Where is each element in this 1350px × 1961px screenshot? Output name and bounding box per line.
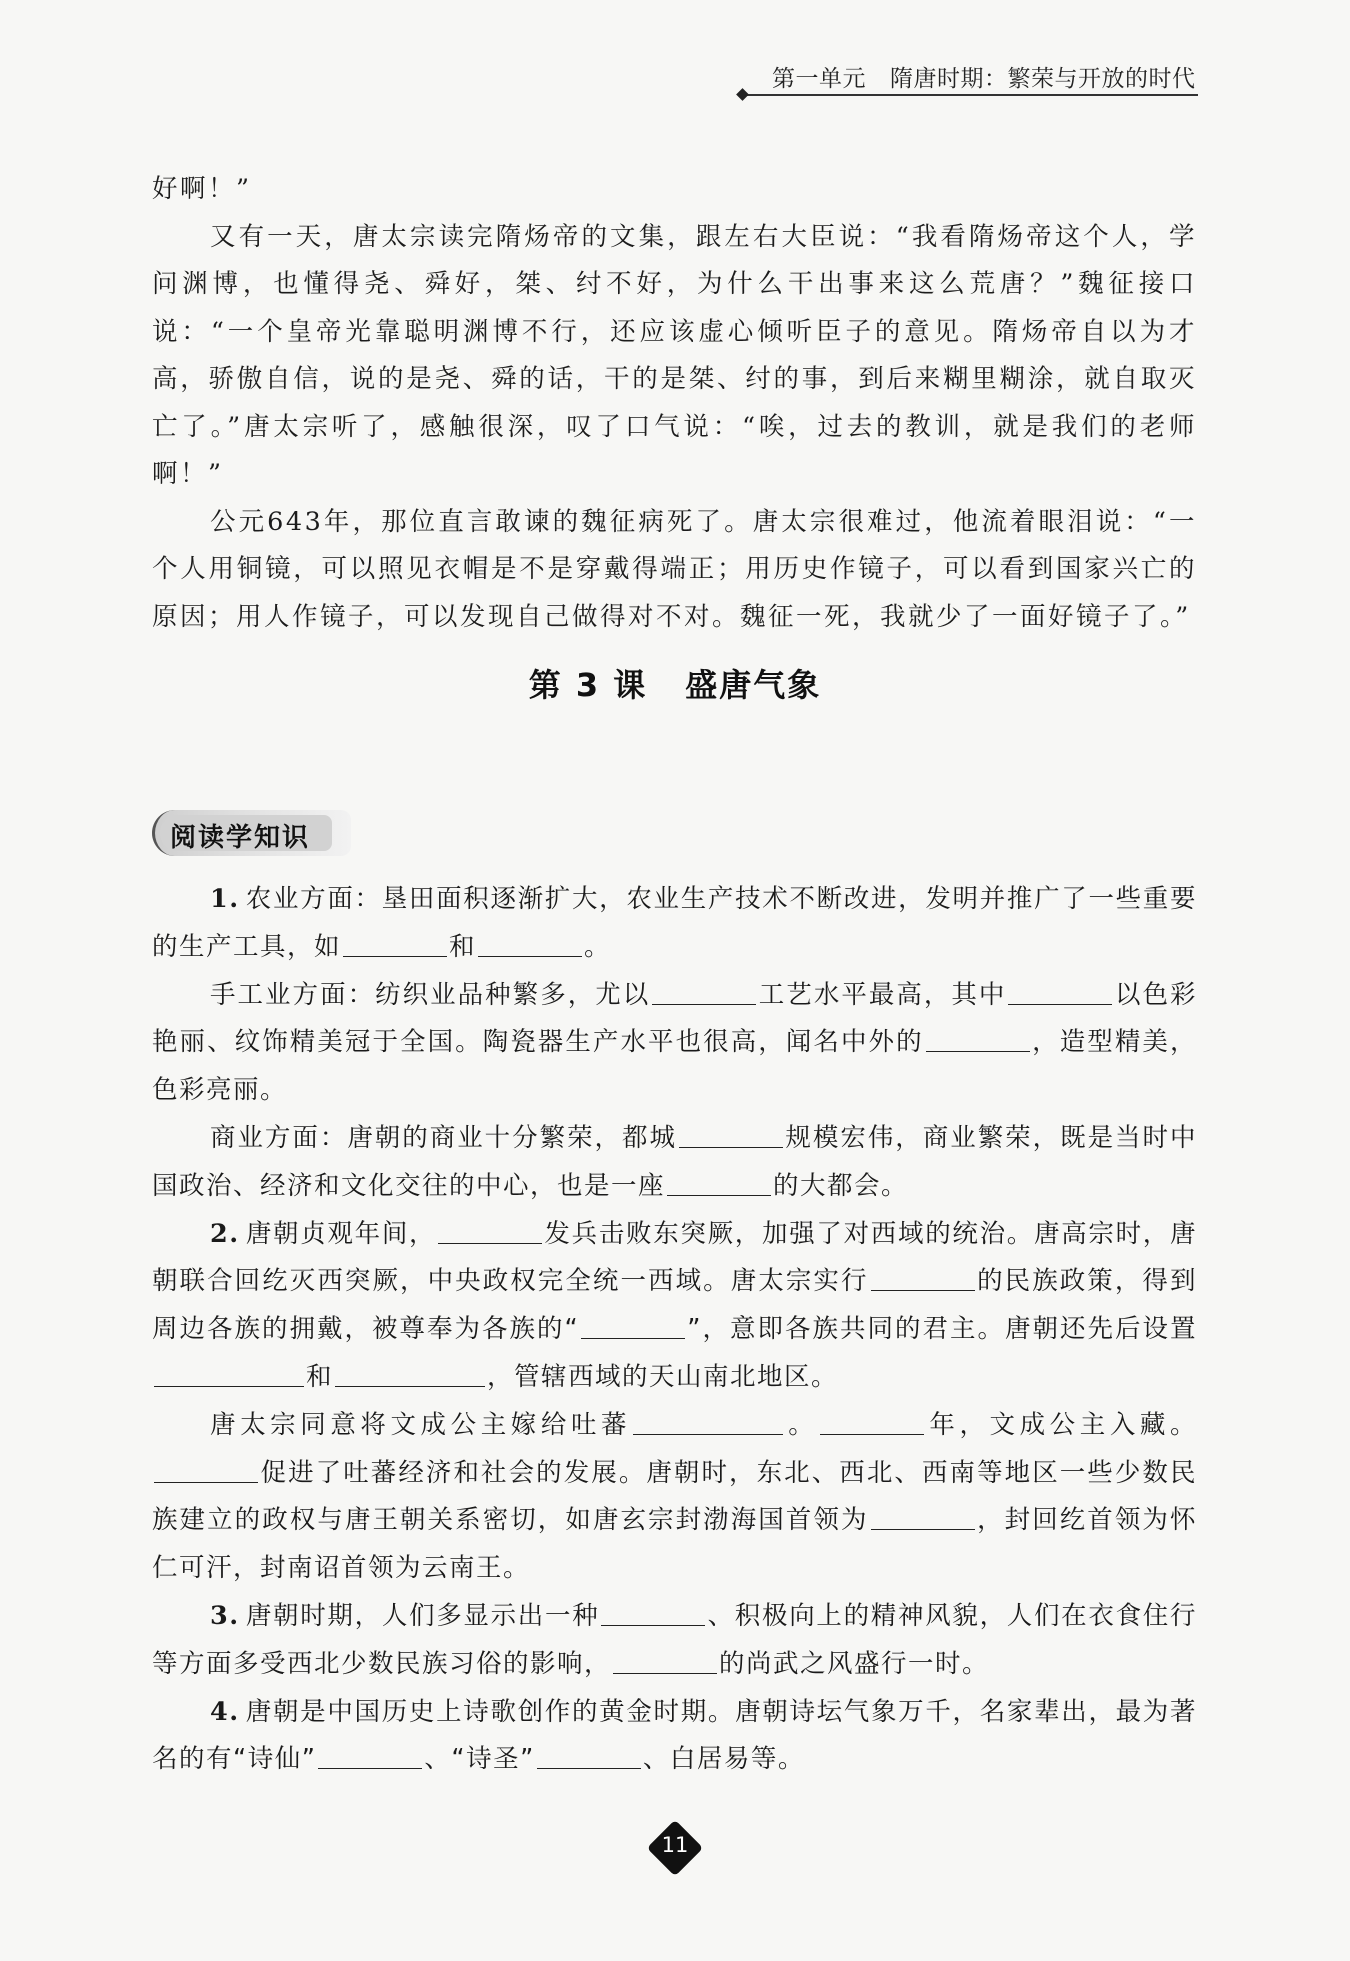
question-text: 商业方面：唐朝的商业十分繁荣，都城 bbox=[210, 1122, 677, 1153]
question-text: 。 bbox=[785, 1409, 819, 1440]
story-text bbox=[152, 166, 1197, 641]
question-text: 唐朝是中国历史上诗歌创作的黄金时期。唐朝诗坛气象万千，名家辈出，最为著名的有“诗仙” bbox=[152, 1696, 1197, 1775]
question-text: 的大都会。 bbox=[773, 1170, 909, 1201]
question-number: 4. bbox=[210, 1696, 240, 1727]
section-badge bbox=[152, 810, 348, 856]
answer-blank[interactable] bbox=[652, 978, 756, 1005]
answer-blank[interactable] bbox=[601, 1599, 705, 1626]
section-badge-label: 阅读学知识 bbox=[170, 823, 311, 853]
question-text: 、积极向上的精神风貌，人们在衣食住行等方面多受西北少数民族习俗的影响， bbox=[152, 1600, 1197, 1679]
answer-blank[interactable] bbox=[633, 1408, 783, 1435]
question-text: 规模宏伟，商业繁荣，既是当时中国政治、经济和文化交往的中心，也是一座 bbox=[152, 1122, 1197, 1201]
answer-blank[interactable] bbox=[343, 930, 447, 957]
lesson-title bbox=[0, 660, 1350, 706]
question-text: 、白居易等。 bbox=[642, 1744, 805, 1775]
question-text: ，封回纥首领为怀仁可汗，封南诏首领为云南王。 bbox=[152, 1505, 1197, 1584]
header-diamond-icon bbox=[736, 88, 749, 101]
answer-blank[interactable] bbox=[1008, 978, 1112, 1005]
question-number: 3. bbox=[210, 1600, 240, 1631]
answer-blank[interactable] bbox=[478, 930, 582, 957]
question-1 bbox=[152, 876, 1197, 972]
answer-blank[interactable] bbox=[537, 1742, 641, 1769]
question-text: 和 bbox=[306, 1361, 334, 1392]
question-text: 手工业方面：纺织业品种繁多，尤以 bbox=[210, 979, 651, 1010]
answer-blank[interactable] bbox=[318, 1742, 422, 1769]
question-text: 、“诗圣” bbox=[424, 1744, 535, 1775]
question-text: ”，意即各族共同的君主。唐朝还先后设置 bbox=[687, 1314, 1197, 1345]
question-text: 唐朝贞观年间， bbox=[245, 1218, 437, 1249]
running-header bbox=[738, 58, 1198, 100]
question-text: 唐朝时期，人们多显示出一种 bbox=[245, 1600, 600, 1631]
question-text: 。 bbox=[584, 931, 612, 962]
answer-blank[interactable] bbox=[926, 1025, 1030, 1052]
question-text: 的尚武之风盛行一时。 bbox=[719, 1648, 990, 1679]
question-text: 发兵击败东突厥，加强了对西域的统治。唐高宗时，唐朝联合回纥灭西突厥，中央政权完全统一西域。唐太宗实行 bbox=[152, 1218, 1197, 1297]
answer-blank[interactable] bbox=[581, 1312, 685, 1339]
story-paragraph-2: 又有一天，唐太宗读完隋炀帝的文集，跟左右大臣说：“我看隋炀帝这个人，学问渊博，也懂得尧、舜好，桀、纣不好，为什么干出事来这么荒唐？”魏征接口说：“一个皇帝光靠聪明渊博不行，还应该虚心倾听臣子的意见。隋炀帝自以为才高，骄傲自信，说的是尧、舜的话，干的是桀、纣的事，到后来糊里糊涂，就自取灭亡了。”唐太宗听了，感触很深，叹了口气说：“唉，过去的教训，就是我们的老师啊！” bbox=[152, 221, 1197, 489]
page-number bbox=[649, 1822, 701, 1874]
question-2 bbox=[152, 1211, 1197, 1402]
answer-blank[interactable] bbox=[154, 1456, 258, 1483]
question-1-handicraft bbox=[152, 972, 1197, 1115]
exercise-block bbox=[152, 876, 1197, 1784]
story-paragraph-1: 好啊！” bbox=[152, 174, 252, 204]
answer-blank[interactable] bbox=[667, 1169, 771, 1196]
question-2-tubo bbox=[152, 1402, 1197, 1593]
question-number: 2. bbox=[210, 1218, 240, 1249]
page-number-text: 11 bbox=[661, 1833, 689, 1857]
question-text: 和 bbox=[449, 931, 477, 962]
header-rule bbox=[742, 94, 1198, 96]
question-1-commerce bbox=[152, 1115, 1197, 1211]
answer-blank[interactable] bbox=[438, 1217, 542, 1244]
question-text: 促进了吐蕃经济和社会的发展。唐朝时，东北、西北、西南等地区一些少数民族建立的政权与唐王朝关系密切，如唐玄宗封渤海国首领为 bbox=[152, 1457, 1197, 1536]
question-text: 工艺水平最高，其中 bbox=[758, 979, 1007, 1010]
question-number: 1. bbox=[210, 884, 240, 914]
question-3 bbox=[152, 1593, 1197, 1689]
answer-blank[interactable] bbox=[871, 1503, 975, 1530]
lesson-name: 盛唐气象 bbox=[685, 666, 822, 704]
header-unit: 第一单元 bbox=[772, 66, 866, 92]
question-text: 以色彩艳丽、纹饰精美冠于全国。陶瓷器生产水平也很高，闻名中外的 bbox=[152, 979, 1197, 1058]
header-text bbox=[772, 60, 1196, 93]
answer-blank[interactable] bbox=[679, 1121, 783, 1148]
question-text: 年，文成公主入藏。 bbox=[926, 1409, 1197, 1440]
question-text: ，管辖西域的天山南北地区。 bbox=[487, 1361, 839, 1392]
question-text: 的民族政策，得到周边各族的拥戴，被尊奉为各族的“ bbox=[152, 1266, 1197, 1345]
answer-blank[interactable] bbox=[154, 1360, 304, 1387]
answer-blank[interactable] bbox=[871, 1264, 975, 1291]
question-text: ，造型精美，色彩亮丽。 bbox=[152, 1027, 1197, 1106]
answer-blank[interactable] bbox=[820, 1408, 924, 1435]
header-unit-title: 隋唐时期：繁荣与开放的时代 bbox=[890, 66, 1196, 92]
question-text: 农业方面：垦田面积逐渐扩大，农业生产技术不断改进，发明并推广了一些重要的生产工具，如 bbox=[152, 884, 1197, 962]
question-4 bbox=[152, 1689, 1197, 1785]
question-text: 唐太宗同意将文成公主嫁给吐蕃 bbox=[210, 1409, 632, 1440]
story-paragraph-3: 公元643年，那位直言敢谏的魏征病死了。唐太宗很难过，他流着眼泪说：“一个人用铜镜，可以照见衣帽是不是穿戴得端正；用历史作镜子，可以看到国家兴亡的原因；用人作镜子，可以发现自己做得对不对。魏征一死，我就少了一面好镜子了。” bbox=[152, 506, 1197, 632]
answer-blank[interactable] bbox=[335, 1360, 485, 1387]
lesson-number: 第 3 课 bbox=[528, 666, 648, 704]
answer-blank[interactable] bbox=[613, 1647, 717, 1674]
